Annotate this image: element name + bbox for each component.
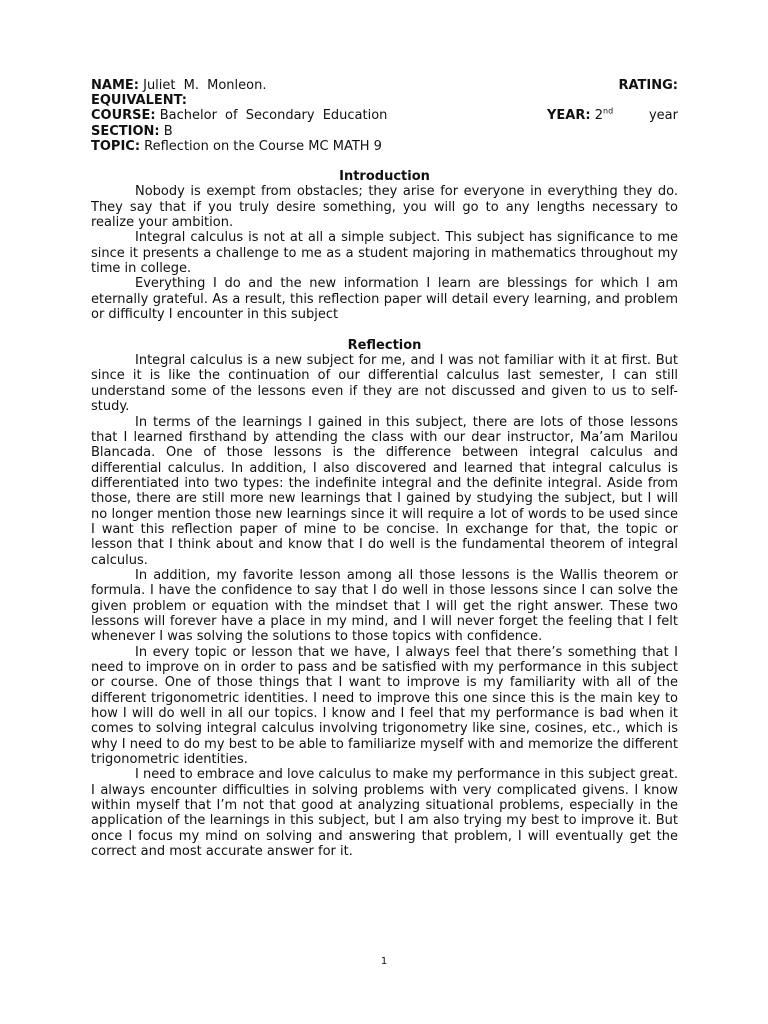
page-number: 1 [380,956,388,967]
reflection-paragraph-2: In terms of the learnings I gained in this subject, there are lots of those lessons that I learned firsthand by attending the class with our dear instructor, Ma’am Marilou Blancada. One of those lessons is the difference between integral calculus and differential calculus. In addition, I also discovered and learned that integral calculus is differentiated into two types: the indefinite integral and the definite integral. Aside from those, there are still more new learnings that I gained by studying the subject, but I will no longer mention those new learnings since it will require a lot of words to be used since I want this reflection paper of mine to be concise. In exchange for that, the topic or lesson that I think about and know that I do well is the fundamental theorem of integral calculus. [91,414,678,568]
year-label: YEAR: [547,108,591,124]
section-label: SECTION: [91,123,160,139]
reflection-paragraph-5: I need to embrace and love calculus to make my performance in this subject great. I always encounter difficulties in solving problems with very complicated givens. I know within myself that I’m not that good at analyzing situational problems, especially in the application of the learnings in this subject, but I am also trying my best to improve it. But once I focus my mind on solving and answering that problem, I will eventually get the correct and most accurate answer for it. [91,767,678,860]
reflection-paragraph-3: In addition, my favorite lesson among all those lessons is the Wallis theorem or formula. I have the confidence to say that I do well in those lessons since I can solve the given problem or equation with the mindset that I will get the right answer. These two lessons will forever have a place in my mind, and I will never forget the feeling that I felt whenever I was solving the solutions to those topics with confidence. [91,567,678,645]
section-value: B [163,123,173,139]
intro-paragraph-2: Integral calculus is not at all a simple subject. This subject has significance to me since it presents a challenge to me as a student majoring in mathematics throughout my time in college. [91,230,678,277]
intro-paragraph-3: Everything I do and the new information I learn are blessings for which I am eternally grateful. As a result, this reflection paper will detail every learning, and problem or difficulty I encounter in this subject [91,276,678,323]
reflection-paragraph-4: In every topic or lesson that we have, I always feel that there’s something that I need to improve on in order to pass and be satisfied with my performance in this subject or course. One of those things that I want to improve is my familiarity with all of the different trigonometric identities. I need to improve this one since this is the main key to how I will do well in all our topics. I know and I feel that my performance is bad when it comes to solving integral calculus involving trigonometry like sine, cosines, etc., which is why I need to do my best to be able to familiarize myself with and memorize the different trigonometric identities. [91,644,678,768]
section-row [91,124,678,139]
year-value: 2nd [594,107,614,124]
introduction-heading: Introduction [339,169,430,184]
body-text [91,169,678,859]
topic-value: Reflection on the Course MC MATH 9 [144,138,382,154]
course-label: COURSE: [91,108,156,124]
rating-label: RATING: [618,78,678,93]
course-row [91,108,678,123]
name-row [91,78,678,93]
reflection-paragraph-1: Integral calculus is a new subject for me, and I was not familiar with it at first. But since it is like the continuation of our differential calculus last semester, I can still understand some of the lessons even if they are not discussed and given to us to self-study. [91,353,678,415]
topic-row [91,139,678,154]
name-label: NAME: [91,78,139,93]
intro-paragraph-1: Nobody is exempt from obstacles; they arise for everyone in everything they do. They say that if you truly desire something, you will go to any lengths necessary to realize your ambition. [91,184,678,231]
name-value: Juliet M. Monleon. [143,78,267,93]
year-word: year [648,108,678,124]
topic-label: TOPIC: [91,138,141,154]
equivalent-label: EQUIVALENT: [91,93,187,109]
section-spacer [91,322,678,337]
course-value: Bachelor of Secondary Education [159,108,388,124]
reflection-heading: Reflection [347,337,422,353]
equivalent-row [91,93,678,108]
header-block [91,78,678,154]
